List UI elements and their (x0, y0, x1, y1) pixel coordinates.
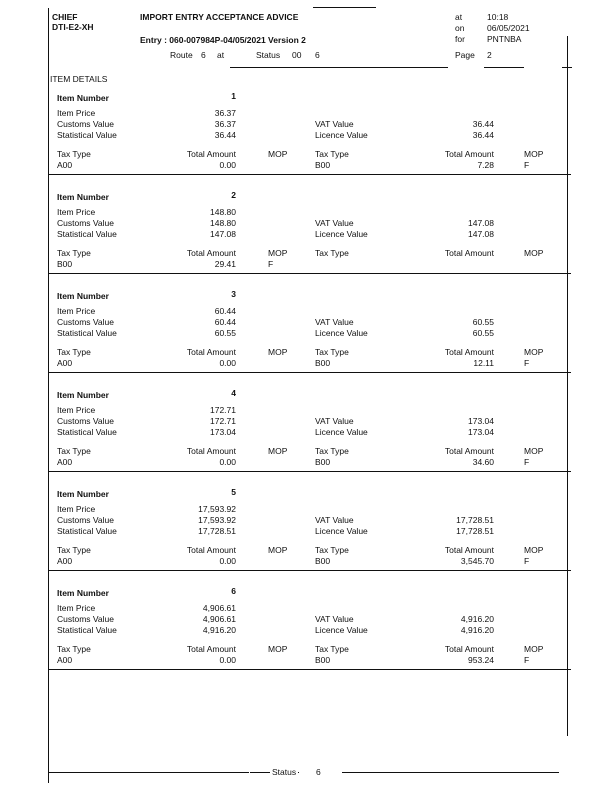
item-price-value: 148.80 (210, 207, 236, 217)
licence-value: 147.08 (468, 229, 494, 239)
tax-amount-1: 0.00 (219, 457, 236, 467)
route-at-label: at (217, 50, 225, 60)
total-amount-header-2: Total Amount (444, 545, 494, 555)
vat-value: 173.04 (468, 416, 494, 426)
statistical-value-label: Statistical Value (57, 229, 117, 239)
total-amount-header-2: Total Amount (444, 149, 494, 159)
route-value: 6 (201, 50, 206, 60)
total-amount-header-1: Total Amount (186, 644, 236, 654)
tax-type-1: A00 (57, 457, 73, 467)
statistical-value: 60.55 (214, 328, 236, 338)
tax-type-1: A00 (57, 160, 73, 170)
total-amount-header-1: Total Amount (186, 545, 236, 555)
vat-value: 17,728.51 (456, 515, 494, 525)
licence-value-label: Licence Value (315, 526, 368, 536)
tax-amount-2: 3,545.70 (460, 556, 494, 566)
vat-value-label: VAT Value (315, 317, 354, 327)
licence-value: 17,728.51 (456, 526, 494, 536)
item-price-value: 17,593.92 (198, 504, 236, 514)
total-amount-header-1: Total Amount (186, 347, 236, 357)
licence-value-label: Licence Value (315, 229, 368, 239)
vat-value: 36.44 (472, 119, 494, 129)
page-number: 2 (487, 50, 492, 60)
licence-value-label: Licence Value (315, 427, 368, 437)
total-amount-header-2: Total Amount (444, 248, 494, 258)
item-price-value: 4,906.61 (202, 603, 236, 613)
tax-amount-2: 12.11 (473, 358, 494, 368)
footer-rule-5 (371, 772, 559, 773)
tax-type-2: B00 (315, 160, 331, 170)
item-block (0, 582, 612, 681)
customs-value: 60.44 (214, 317, 236, 327)
tax-mop-2: F (524, 556, 530, 566)
header-rule-1 (230, 67, 448, 68)
status-label: Status (256, 50, 281, 60)
statistical-value-label: Statistical Value (57, 427, 117, 437)
tax-amount-1: 29.41 (214, 259, 236, 269)
item-separator (49, 669, 571, 670)
customs-value: 148.80 (210, 218, 236, 228)
time-value: 10:18 (487, 12, 509, 22)
item-price-label: Item Price (57, 108, 96, 118)
licence-value-label: Licence Value (315, 328, 368, 338)
statistical-value-label: Statistical Value (57, 328, 117, 338)
tax-type-header-2: Tax Type (315, 545, 349, 555)
statistical-value: 17,728.51 (198, 526, 236, 536)
item-price-label: Item Price (57, 207, 96, 217)
item-price-label: Item Price (57, 504, 96, 514)
for-value: PNTNBA (487, 34, 522, 44)
item-block (0, 87, 612, 186)
tax-type-2: B00 (315, 457, 331, 467)
tax-mop-2: F (524, 457, 530, 467)
item-number-value: 5 (231, 487, 236, 497)
item-price-label: Item Price (57, 405, 96, 415)
customs-value-label: Customs Value (57, 317, 115, 327)
mop-header-2: MOP (524, 248, 544, 258)
item-price-value: 36.37 (214, 108, 236, 118)
tax-amount-2: 7.28 (477, 160, 494, 170)
licence-value: 4,916.20 (460, 625, 494, 635)
tax-type-header-1: Tax Type (57, 347, 91, 357)
top-rule (313, 7, 376, 8)
statistical-value: 4,916.20 (202, 625, 236, 635)
licence-value: 173.04 (468, 427, 494, 437)
mop-header-2: MOP (524, 545, 544, 555)
item-separator (49, 471, 571, 472)
time-label: at (455, 12, 463, 22)
mop-header-1: MOP (268, 248, 288, 258)
mop-header-1: MOP (268, 644, 288, 654)
tax-type-header-2: Tax Type (315, 248, 349, 258)
tax-amount-2: 34.60 (472, 457, 494, 467)
vat-value-label: VAT Value (315, 515, 354, 525)
licence-value-label: Licence Value (315, 130, 368, 140)
mop-header-1: MOP (268, 446, 288, 456)
vat-value-label: VAT Value (315, 416, 354, 426)
item-number-value: 3 (231, 289, 236, 299)
tax-amount-2: 953.24 (468, 655, 494, 665)
vat-value: 147.08 (468, 218, 494, 228)
item-block (0, 483, 612, 582)
system-id: DTI-E2-XH (52, 22, 94, 32)
page-label: Page (455, 50, 475, 60)
mop-header-2: MOP (524, 149, 544, 159)
mop-header-2: MOP (524, 347, 544, 357)
statistical-value-label: Statistical Value (57, 625, 117, 635)
tax-mop-1: F (268, 259, 274, 269)
customs-value-label: Customs Value (57, 218, 115, 228)
item-separator (49, 372, 571, 373)
customs-value: 172.71 (210, 416, 236, 426)
total-amount-header-2: Total Amount (444, 644, 494, 654)
vat-value: 60.55 (472, 317, 494, 327)
vat-value-label: VAT Value (315, 218, 354, 228)
licence-value: 60.55 (472, 328, 494, 338)
customs-value-label: Customs Value (57, 119, 115, 129)
for-label: for (455, 34, 465, 44)
total-amount-header-1: Total Amount (186, 149, 236, 159)
tax-amount-1: 0.00 (219, 160, 236, 170)
total-amount-header-1: Total Amount (186, 446, 236, 456)
tax-type-header-2: Tax Type (315, 644, 349, 654)
tax-type-2: B00 (315, 556, 331, 566)
entry-reference: Entry : 060-007984P-04/05/2021 Version 2 (140, 35, 306, 45)
mop-header-2: MOP (524, 446, 544, 456)
route-label: Route (170, 50, 193, 60)
footer-status-extra: 6 (316, 767, 321, 777)
tax-amount-1: 0.00 (219, 655, 236, 665)
licence-value-label: Licence Value (315, 625, 368, 635)
item-number-label: Item Number (57, 588, 109, 598)
customs-value-label: Customs Value (57, 515, 115, 525)
item-separator (49, 273, 571, 274)
item-block (0, 285, 612, 384)
item-number-label: Item Number (57, 93, 109, 103)
vat-value-label: VAT Value (315, 119, 354, 129)
customs-value: 36.37 (214, 119, 236, 129)
total-amount-header-1: Total Amount (186, 248, 236, 258)
customs-value-label: Customs Value (57, 416, 115, 426)
vat-value-label: VAT Value (315, 614, 354, 624)
statistical-value: 147.08 (210, 229, 236, 239)
tax-type-header-1: Tax Type (57, 446, 91, 456)
tax-type-1: B00 (57, 259, 73, 269)
mop-header-2: MOP (524, 644, 544, 654)
header-rule-3 (562, 67, 572, 68)
footer-status-label: Status (272, 767, 297, 777)
licence-value: 36.44 (472, 130, 494, 140)
header-rule-2 (484, 67, 524, 68)
date-label: on (455, 23, 465, 33)
item-price-value: 172.71 (210, 405, 236, 415)
total-amount-header-2: Total Amount (444, 446, 494, 456)
statistical-value: 173.04 (210, 427, 236, 437)
status-extra: 6 (315, 50, 320, 60)
tax-mop-2: F (524, 160, 530, 170)
section-title: ITEM DETAILS (50, 74, 108, 84)
item-price-label: Item Price (57, 306, 96, 316)
tax-mop-2: F (524, 655, 530, 665)
customs-value: 17,593.92 (198, 515, 236, 525)
tax-type-header-2: Tax Type (315, 149, 349, 159)
tax-type-header-2: Tax Type (315, 446, 349, 456)
item-separator (49, 570, 571, 571)
mop-header-1: MOP (268, 545, 288, 555)
statistical-value-label: Statistical Value (57, 130, 117, 140)
item-number-label: Item Number (57, 291, 109, 301)
status-value: 00 (292, 50, 302, 60)
tax-type-header-1: Tax Type (57, 545, 91, 555)
item-price-value: 60.44 (214, 306, 236, 316)
item-number-label: Item Number (57, 489, 109, 499)
system-name: CHIEF (52, 12, 78, 22)
item-number-label: Item Number (57, 192, 109, 202)
mop-header-1: MOP (268, 347, 288, 357)
tax-type-header-2: Tax Type (315, 347, 349, 357)
item-number-label: Item Number (57, 390, 109, 400)
tax-type-header-1: Tax Type (57, 149, 91, 159)
tax-type-2: B00 (315, 655, 331, 665)
tax-mop-2: F (524, 358, 530, 368)
tax-amount-1: 0.00 (219, 556, 236, 566)
item-price-label: Item Price (57, 603, 96, 613)
item-number-value: 2 (231, 190, 236, 200)
vat-value: 4,916.20 (460, 614, 494, 624)
tax-amount-1: 0.00 (219, 358, 236, 368)
tax-type-header-1: Tax Type (57, 248, 91, 258)
tax-type-1: A00 (57, 556, 73, 566)
mop-header-1: MOP (268, 149, 288, 159)
statistical-value-label: Statistical Value (57, 526, 117, 536)
tax-type-2: B00 (315, 358, 331, 368)
item-number-value: 6 (231, 586, 236, 596)
item-block (0, 384, 612, 483)
item-separator (49, 174, 571, 175)
statistical-value: 36.44 (214, 130, 236, 140)
tax-type-1: A00 (57, 358, 73, 368)
customs-value: 4,906.61 (202, 614, 236, 624)
total-amount-header-2: Total Amount (444, 347, 494, 357)
item-number-value: 1 (231, 91, 236, 101)
customs-value-label: Customs Value (57, 614, 115, 624)
tax-type-1: A00 (57, 655, 73, 665)
tax-type-header-1: Tax Type (57, 644, 91, 654)
item-block (0, 186, 612, 285)
item-number-value: 4 (231, 388, 236, 398)
document-title: IMPORT ENTRY ACCEPTANCE ADVICE (140, 12, 299, 22)
footer-rule-1 (49, 772, 249, 773)
date-value: 06/05/2021 (487, 23, 530, 33)
